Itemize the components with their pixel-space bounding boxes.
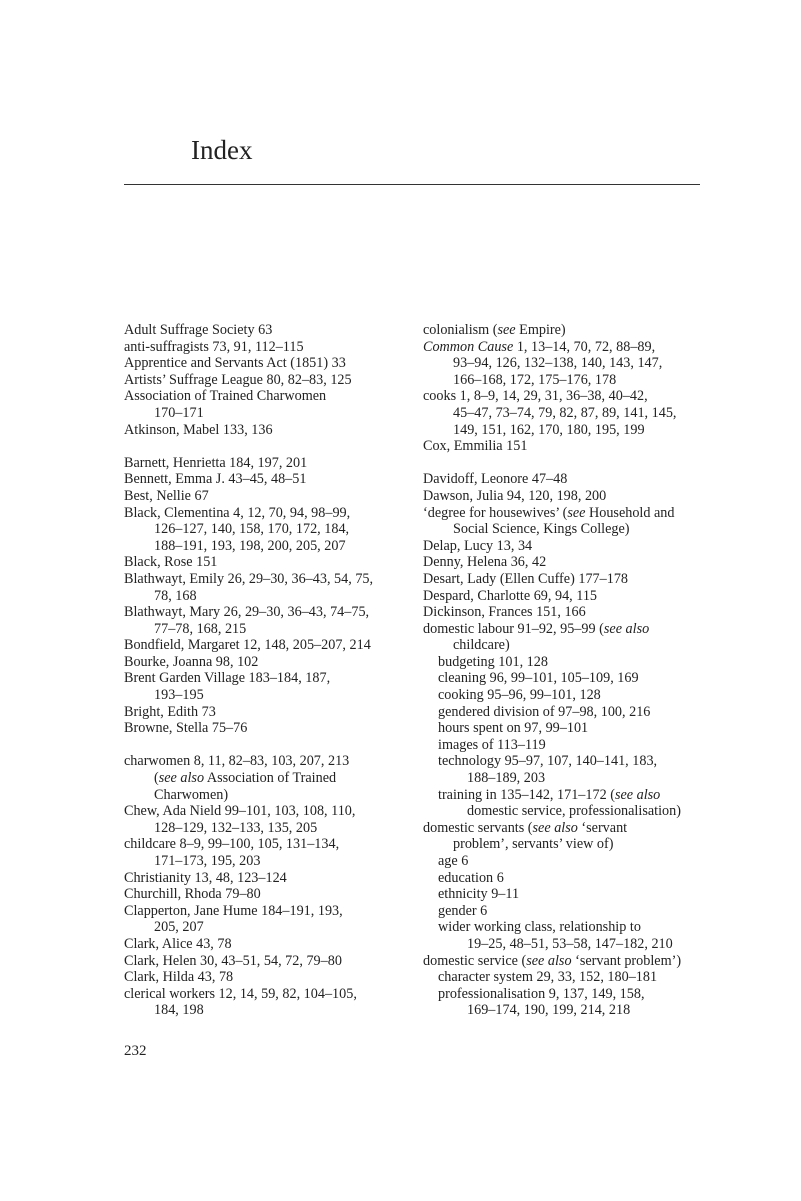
entry-line: Chew, Ada Nield 99–101, 103, 108, 110, (124, 803, 356, 820)
entry-line: Browne, Stella 75–76 (124, 720, 248, 737)
entry-line: Cox, Emmilia 151 (423, 438, 528, 455)
entry-line: Bourke, Joanna 98, 102 (124, 653, 259, 670)
see-reference: see also (603, 620, 650, 637)
entry-line: Denny, Helena 36, 42 (423, 554, 547, 571)
entry-line: 205, 207 (154, 919, 204, 936)
index-entry (423, 554, 713, 571)
index-entry (423, 322, 713, 339)
page-number: 232 (124, 1043, 147, 1059)
see-reference: see also (614, 786, 661, 803)
entry-line: Best, Nellie 67 (124, 487, 209, 504)
index-entry (423, 388, 713, 438)
index-entry (423, 820, 713, 853)
entry-line: budgeting 101, 128 (438, 653, 548, 670)
index-entry (423, 588, 713, 605)
index-subentry (423, 919, 713, 952)
index-subentry (423, 886, 713, 903)
index-entry (124, 505, 414, 555)
entry-line: ethnicity 9–11 (438, 886, 520, 903)
entry-line: 193–195 (154, 687, 204, 704)
entry-line: domestic service, professionalisation) (467, 803, 681, 820)
entry-line: Bondfield, Margaret 12, 148, 205–207, 214 (124, 637, 371, 654)
entry-line: problem’, servants’ view of) (453, 836, 614, 853)
index-entry (124, 953, 414, 970)
see-reference: see also (158, 770, 205, 787)
entry-line: Churchill, Rhoda 79–80 (124, 886, 261, 903)
index-entry (124, 339, 414, 356)
entry-line: education 6 (438, 869, 504, 886)
entry-line: technology 95–97, 107, 140–141, 183, (438, 753, 658, 770)
index-entry (124, 604, 414, 637)
entry-line: Desart, Lady (Ellen Cuffe) 177–178 (423, 570, 629, 587)
index-column-right (423, 322, 713, 1019)
entry-line: Despard, Charlotte 69, 94, 115 (423, 587, 598, 604)
index-entry (423, 438, 713, 455)
entry-line: 184, 198 (154, 1002, 204, 1019)
entry-line: domestic servants ( (423, 819, 533, 836)
entry-line: age 6 (438, 853, 469, 869)
index-subentry (423, 986, 713, 1019)
entry-line: Atkinson, Mabel 133, 136 (124, 421, 273, 438)
entry-line: images of 113–119 (438, 736, 546, 753)
index-entry (124, 637, 414, 654)
entry-line: colonialism ( (423, 322, 498, 338)
entry-line: anti-suffragists 73, 91, 112–115 (124, 338, 304, 355)
index-entry (124, 654, 414, 671)
entry-line: domestic labour 91–92, 95–99 ( (423, 620, 604, 637)
index-entry (124, 372, 414, 389)
index-entry (124, 388, 414, 421)
index-entry (423, 953, 713, 970)
entry-line: Dickinson, Frances 151, 166 (423, 604, 586, 621)
entry-line: charwomen 8, 11, 82–83, 103, 207, 213 (124, 753, 350, 770)
entry-line: 171–173, 195, 203 (154, 853, 261, 869)
entry-line: gender 6 (438, 902, 488, 919)
entry-line: 170–171 (154, 404, 204, 421)
index-entry (423, 471, 713, 488)
see-target: ‘servant (577, 819, 628, 836)
entry-line: Brent Garden Village 183–184, 187, (124, 670, 331, 687)
entry-line: Clark, Helen 30, 43–51, 54, 72, 79–80 (124, 952, 342, 969)
entry-line: Clark, Alice 43, 78 (124, 935, 232, 952)
index-subentry (423, 720, 713, 737)
entry-line: Blathwayt, Mary 26, 29–30, 36–43, 74–75, (124, 604, 370, 621)
index-subentry (423, 654, 713, 671)
index-entry (423, 488, 713, 505)
entry-line: Dawson, Julia 94, 120, 198, 200 (423, 487, 607, 504)
entry-line: hours spent on 97, 99–101 (438, 720, 589, 737)
entry-line: Davidoff, Leonore 47–48 (423, 471, 568, 488)
see-line (154, 770, 414, 787)
entry-line: Black, Clementina 4, 12, 70, 94, 98–99, (124, 504, 351, 521)
index-subentry (423, 670, 713, 687)
entry-line: Association of Trained Charwomen (124, 388, 327, 405)
index-entry (423, 571, 713, 588)
entry-line: Black, Rose 151 (124, 554, 218, 571)
entry-line: Delap, Lucy 13, 34 (423, 537, 533, 554)
entry-line: Adult Suffrage Society 63 (124, 322, 273, 338)
entry-line: 93–94, 126, 132–138, 140, 143, 147, (453, 355, 663, 372)
index-entry (124, 471, 414, 488)
index-entry (124, 886, 414, 903)
index-entry (124, 936, 414, 953)
entry-line: clerical workers 12, 14, 59, 82, 104–105, (124, 985, 357, 1002)
index-entry (124, 322, 414, 339)
index-subentry (423, 969, 713, 986)
index-entry (124, 720, 414, 737)
entry-line: Bennett, Emma J. 43–45, 48–51 (124, 471, 307, 488)
see-target: Empire) (515, 322, 566, 338)
entry-line: ‘degree for housewives’ ( (423, 504, 568, 521)
index-entry (124, 803, 414, 836)
index-subentry (423, 687, 713, 704)
entry-line: wider working class, relationship to (438, 919, 641, 936)
see-reference: see also (532, 819, 578, 836)
entry-line: 169–174, 190, 199, 214, 218 (467, 1002, 631, 1019)
entry-line: Blathwayt, Emily 26, 29–30, 36–43, 54, 75, (124, 570, 374, 587)
entry-line: Artists’ Suffrage League 80, 82–83, 125 (124, 371, 352, 388)
index-entry (423, 538, 713, 555)
entry-line: Barnett, Henrietta 184, 197, 201 (124, 454, 308, 471)
index-subentry (423, 853, 713, 870)
entry-line: Clapperton, Jane Hume 184–191, 193, (124, 902, 343, 919)
see-open: ( (154, 770, 159, 787)
index-entry (124, 836, 414, 869)
entry-line: childcare) (453, 637, 510, 654)
entry-line: 188–189, 203 (467, 770, 546, 787)
see-reference: see also (526, 952, 572, 969)
index-entry (124, 355, 414, 372)
entry-line: Apprentice and Servants Act (1851) 33 (124, 355, 346, 372)
index-entry (423, 621, 713, 654)
index-entry (124, 969, 414, 986)
entry-line: Clark, Hilda 43, 78 (124, 969, 234, 986)
entry-line: domestic service ( (423, 952, 527, 969)
entry-line: 188–191, 193, 198, 200, 205, 207 (154, 537, 346, 554)
entry-line: 78, 168 (154, 587, 197, 604)
entry-line: 149, 151, 162, 170, 180, 195, 199 (453, 421, 645, 438)
index-entry (423, 604, 713, 621)
entry-line: Bright, Edith 73 (124, 703, 216, 720)
index-entry (124, 704, 414, 721)
index-entry (124, 670, 414, 703)
page-title: Index (191, 135, 253, 165)
entry-heading-italic: Common Cause (423, 338, 514, 355)
entry-line: 128–129, 132–133, 135, 205 (154, 819, 318, 836)
see-target: Household and (585, 504, 675, 521)
index-subentry (423, 737, 713, 754)
entry-line: 77–78, 168, 215 (154, 620, 247, 637)
see-target: ‘servant problem’) (571, 952, 682, 969)
entry-line: Charwomen) (154, 786, 229, 803)
entry-line: cooking 95–96, 99–101, 128 (438, 687, 601, 704)
index-entry (124, 753, 414, 803)
index-entry (124, 986, 414, 1019)
entry-line: training in 135–142, 171–172 ( (438, 786, 615, 803)
index-entry (124, 571, 414, 604)
index-subentry (423, 704, 713, 721)
index-entry (423, 505, 713, 538)
entry-line: Social Science, Kings College) (453, 521, 630, 538)
entry-line: character system 29, 33, 152, 180–181 (438, 969, 658, 986)
index-subentry (423, 870, 713, 887)
index-entry (124, 422, 414, 439)
entry-line: gendered division of 97–98, 100, 216 (438, 703, 651, 720)
entry-line: 1, 13–14, 70, 72, 88–89, (513, 338, 656, 355)
index-entry (124, 554, 414, 571)
entry-line: 45–47, 73–74, 79, 82, 87, 89, 141, 145, (453, 404, 677, 421)
title-rule (124, 184, 700, 185)
index-entry (124, 870, 414, 887)
entry-line: 166–168, 172, 175–176, 178 (453, 371, 617, 388)
index-subentry (423, 903, 713, 920)
see-target: Association of Trained (204, 770, 337, 787)
index-entry (423, 339, 713, 389)
index-entry (124, 455, 414, 472)
entry-line: cleaning 96, 99–101, 105–109, 169 (438, 670, 639, 687)
index-entry (124, 488, 414, 505)
index-subentry (423, 753, 713, 786)
index-column-left (124, 322, 414, 1019)
entry-line: childcare 8–9, 99–100, 105, 131–134, (124, 836, 340, 853)
index-entry (124, 903, 414, 936)
entry-line: professionalisation 9, 137, 149, 158, (438, 985, 645, 1002)
see-reference: see (497, 322, 516, 338)
entry-line: Christianity 13, 48, 123–124 (124, 869, 287, 886)
entry-line: 126–127, 140, 158, 170, 172, 184, (154, 521, 350, 538)
see-reference: see (567, 504, 586, 521)
index-subentry (423, 787, 713, 820)
entry-line: 19–25, 48–51, 53–58, 147–182, 210 (467, 935, 673, 952)
entry-line: cooks 1, 8–9, 14, 29, 31, 36–38, 40–42, (423, 388, 648, 405)
